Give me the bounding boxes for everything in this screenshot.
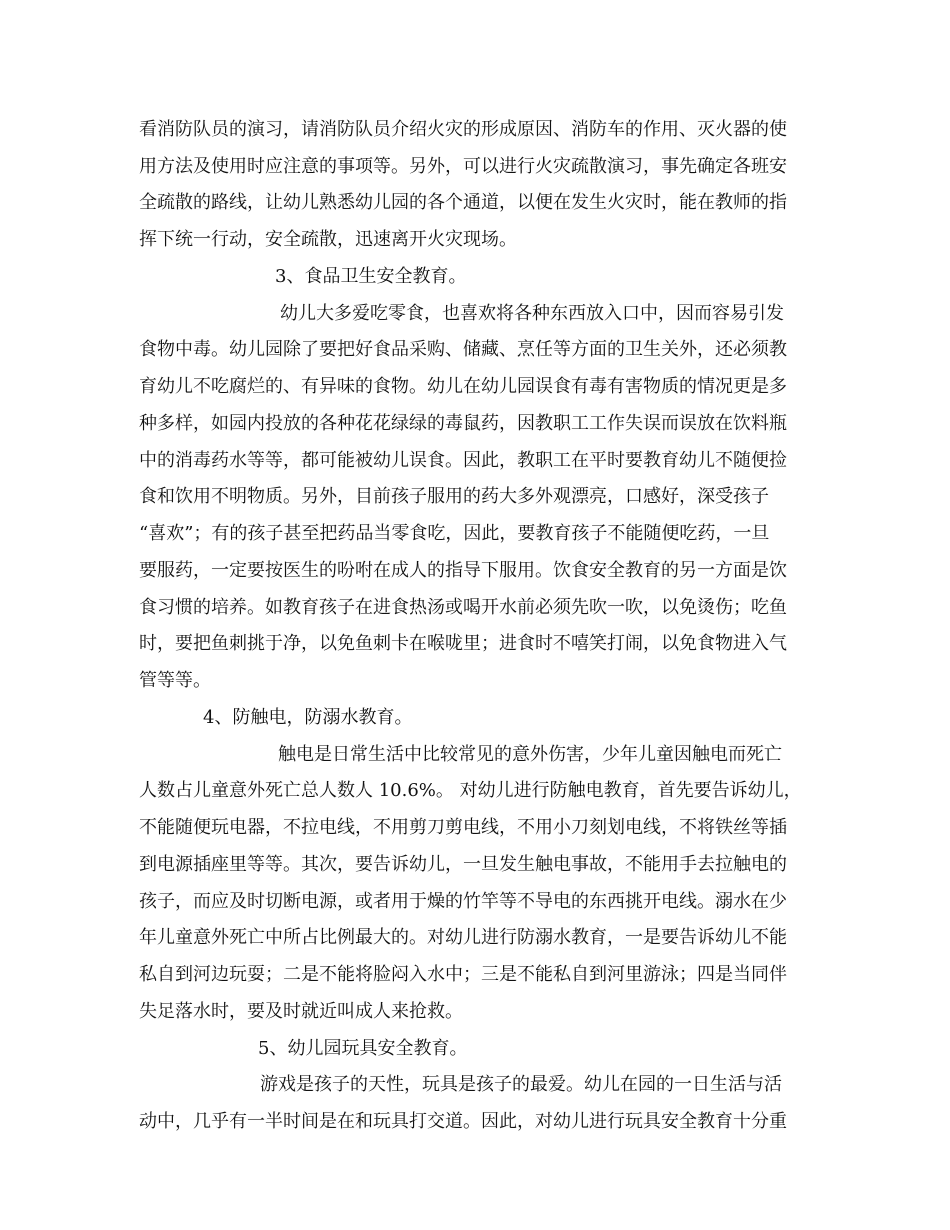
body-line: 孩子，而应及时切断电源，或者用于燥的竹竿等不导电的东西挑开电线。溺水在少 [139, 891, 787, 912]
body-line: 育幼儿不吃腐烂的、有异味的食物。幼儿在幼儿园误食有毒有害物质的情况更是多 [139, 376, 787, 397]
body-line: 挥下统一行动，安全疏散，迅速离开火灾现场。 [139, 229, 517, 250]
body-line: 不能随便玩电器，不拉电线，不用剪刀剪电线，不用小刀刻划电线，不将铁丝等插 [139, 817, 787, 838]
body-line: 动中，几乎有一半时间是在和玩具打交道。因此，对幼儿进行玩具安全教育十分重 [139, 1111, 787, 1132]
body-line: 食习惯的培养。如教育孩子在进食热汤或喝开水前必须先吹一吹，以免烫伤；吃鱼 [139, 597, 787, 618]
body-line: 私自到河边玩耍；二是不能将脸闷入水中；三是不能私自到河里游泳；四是当同伴 [139, 964, 787, 985]
body-line: 全疏散的路线，让幼儿熟悉幼儿园的各个通道，以便在发生火灾时，能在教师的指 [139, 192, 787, 213]
body-line: 中的消毒药水等等，都可能被幼儿误食。因此，教职工在平时要教育幼儿不随便捡 [139, 450, 787, 471]
body-line: “喜欢”；有的孩子甚至把药品当零食吃，因此，要教育孩子不能随便吃药，一旦 [139, 523, 770, 544]
paragraph-first-line: 触电是日常生活中比较常见的意外伤害，少年儿童因触电而死亡 [278, 744, 782, 765]
body-line: 人数占儿童意外死亡总人数人 10.6%。 对幼儿进行防触电教育，首先要告诉幼儿， [139, 780, 802, 801]
body-line: 要服药，一定要按医生的吩咐在成人的指导下服用。饮食安全教育的另一方面是饮 [139, 560, 787, 581]
paragraph-first-line: 幼儿大多爱吃零食，也喜欢将各种东西放入口中，因而容易引发 [280, 303, 784, 324]
body-line: 食物中毒。幼儿园除了要把好食品采购、储藏、烹任等方面的卫生关外，还必须教 [139, 339, 787, 360]
body-line: 看消防队员的演习，请消防队员介绍火灾的形成原因、消防车的作用、灭火器的使 [139, 119, 787, 140]
body-line: 食和饮用不明物质。另外，目前孩子服用的药大多外观漂亮，口感好，深受孩子 [139, 486, 769, 507]
body-line: 时，要把鱼刺挑于净，以免鱼刺卡在喉咙里；进食时不嘻笑打闹，以免食物进入气 [139, 633, 787, 654]
section-heading-toy-safety: 5、幼儿园玩具安全教育。 [258, 1038, 468, 1059]
section-heading-food-safety: 3、食品卫生安全教育。 [275, 266, 467, 287]
paragraph-first-line: 游戏是孩子的天性，玩具是孩子的最爱。幼儿在园的一日生活与活 [260, 1074, 782, 1095]
body-line: 年儿童意外死亡中所占比例最大的。对幼儿进行防溺水教育，一是要告诉幼儿不能 [139, 927, 787, 948]
body-line: 种多样，如园内投放的各种花花绿绿的毒鼠药，因教职工工作失误而误放在饮料瓶 [139, 413, 787, 434]
section-heading-electricity-water: 4、防触电，防溺水教育。 [203, 707, 413, 728]
body-line: 失足落水时，要及时就近叫成人来抢救。 [139, 1001, 463, 1022]
body-line: 到电源插座里等等。其次，要告诉幼儿，一旦发生触电事故，不能用手去拉触电的 [139, 854, 787, 875]
body-line: 用方法及使用时应注意的事项等。另外，可以进行火灾疏散演习，事先确定各班安 [139, 156, 787, 177]
body-line: 管等等。 [139, 670, 211, 691]
